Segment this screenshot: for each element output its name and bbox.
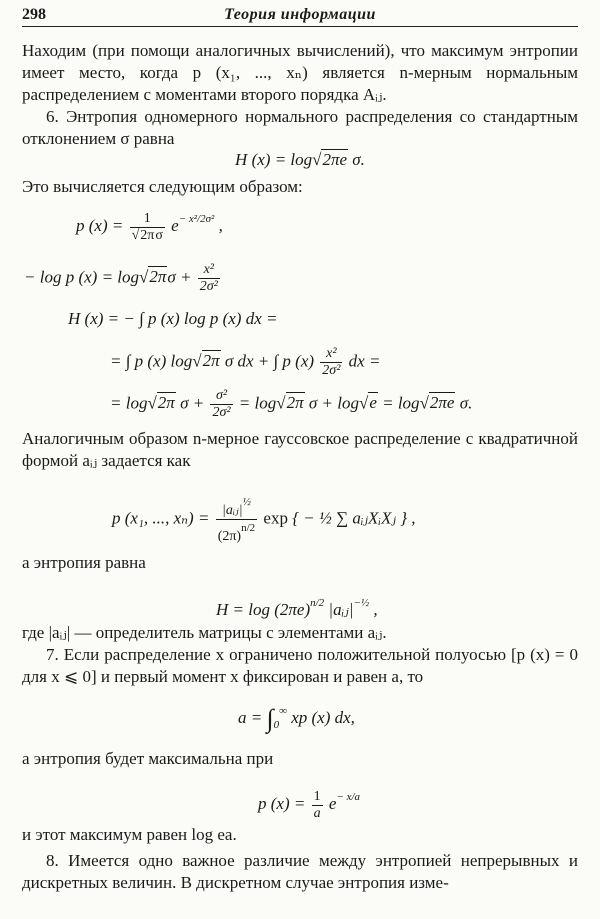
paragraph-9: и этот максимум равен log ea. <box>22 825 237 844</box>
formula-entropy-normal: H (x) = log√2πe σ. <box>235 150 365 169</box>
formula-entropy-n: $H = \log (2\pi e)^{n/2}$ $|aᵢⱼ|^{-\frac{1}{2}}$ , <box>216 597 378 619</box>
paragraph-1: Находим (при помощи аналогичных вычислений), что максимум энтропии имеет место, когда p (x₁, ..., xₙ) является n-мерным нормальным распределением с моментами второго порядка Aᵢⱼ. <box>22 41 578 104</box>
formula-log-density: − log p (x) = log√2πσ + $\frac{\text{x²}}{\text{2σ²}}$ <box>24 262 218 294</box>
formula-gaussian-n: p (x₁, ..., xₙ) = $\frac{|aᵢⱼ|^{\frac{1}{2}}}{(2\pi)^{n/2}}$ exp { − ½ ∑ aᵢⱼXᵢXⱼ } , <box>112 496 416 544</box>
paragraph-3: Это вычисляется следующим образом: <box>22 177 303 196</box>
formula-exponential: p (x) = $\frac{1}{a}$ $e^{- x/a}$ <box>258 788 361 821</box>
formula-result: = log√2π σ + $\frac{\text{σ²}}{\text{2σ²}}$ = log√2π σ + log√e = log√2πe σ. <box>110 388 473 420</box>
paragraph-7: 7. Если распределение x ограничено положительной полуосью [p (x) = 0 для x ⩽ 0] и первый момент x фиксирован и равен a, то <box>22 645 578 686</box>
paragraph-6: где |aᵢⱼ| — определитель матрицы с элементами aᵢⱼ. <box>22 623 387 642</box>
formula-integral-split: = ∫ p (x) log√2π σ dx + ∫ p (x) $\frac{\text{x²}}{\text{2σ²}}$ dx = <box>110 346 381 378</box>
paragraph-2: 6. Энтропия одномерного нормального распределения со стандартным отклонением σ равна <box>22 107 578 148</box>
formula-entropy-integral: H (x) = − ∫ p (x) log p (x) dx = <box>68 309 278 328</box>
formula-first-moment: $a = \int_0^\infty$ xp (x) dx, <box>238 704 355 733</box>
page-number: 298 <box>22 6 46 23</box>
paragraph-5: а энтропия равна <box>22 553 146 572</box>
paragraph-8: а энтропия будет максимальна при <box>22 749 274 768</box>
running-title: Теория информации <box>224 6 376 23</box>
paragraph-4: Аналогичным образом n-мерное гауссовское распределение с квадратичной формой aᵢⱼ задается как <box>22 429 578 470</box>
formula-density: p (x) = $\frac{1}{√2\pi\sigma}$ $e^{- x^2/2\sigma^2}$ , <box>76 210 223 243</box>
running-header <box>22 4 578 27</box>
paragraph-10: 8. Имеется одно важное различие между энтропией непрерывных и дискретных величин. В дискретном случае энтропия изме- <box>22 851 578 892</box>
